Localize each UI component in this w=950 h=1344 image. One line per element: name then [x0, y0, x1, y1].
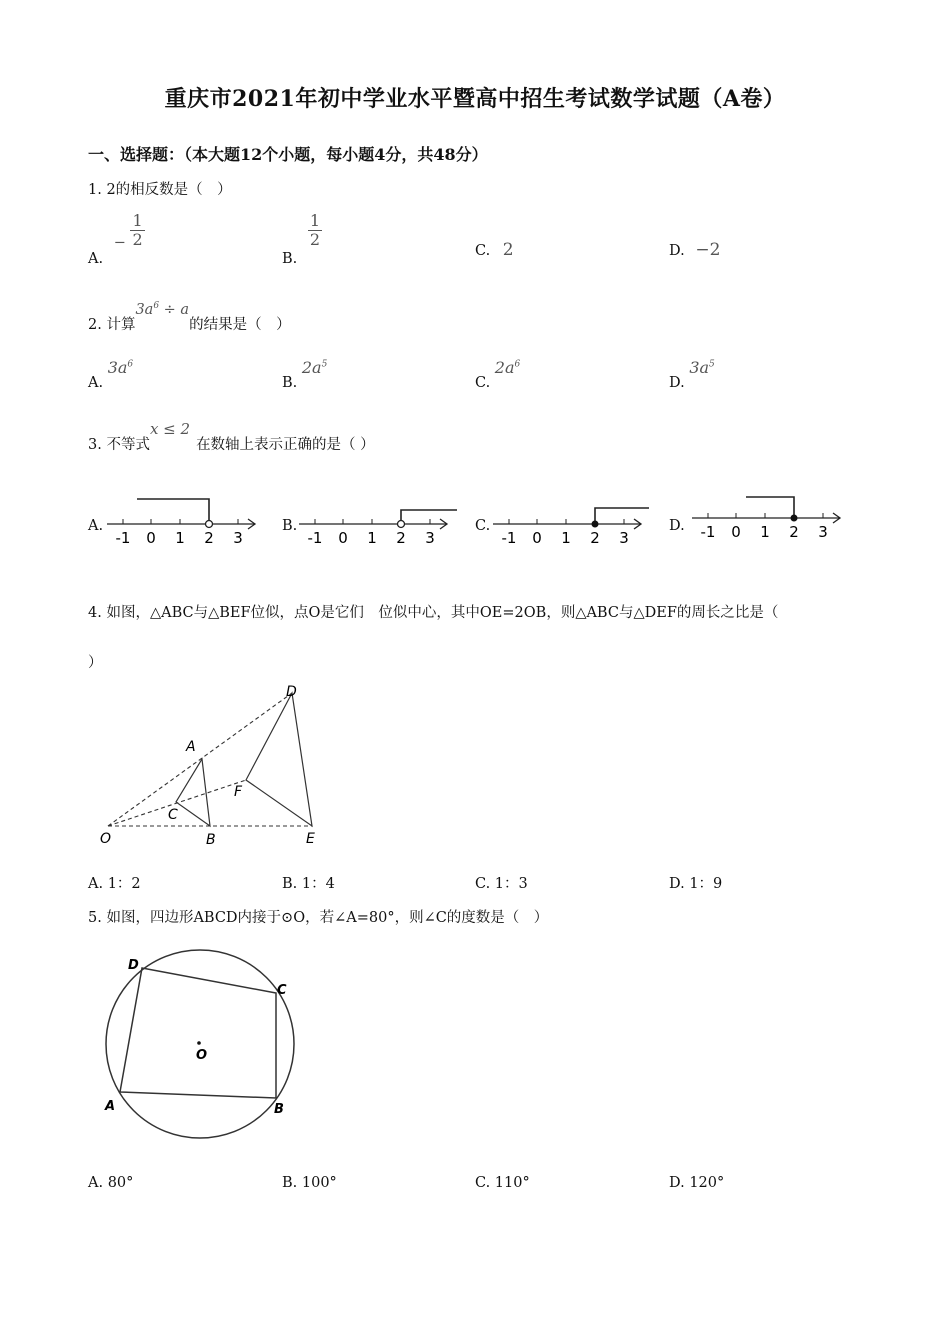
- q2-stem: 2. 计算$3a^6 \div a$的结果是（ ）: [88, 301, 291, 333]
- q5-option-b: B. 100°: [282, 1175, 337, 1191]
- q4-option-d: D. 1：9: [669, 876, 723, 892]
- q3-numberline-c: [491, 493, 656, 551]
- point-d-label: D: [286, 684, 297, 700]
- svg-text:1: 1: [760, 523, 770, 541]
- q3-numberline-d: [690, 487, 850, 545]
- svg-text:0: 0: [532, 529, 542, 547]
- q5-option-a: A. 80°: [88, 1175, 134, 1191]
- svg-text:-1: -1: [700, 523, 716, 541]
- q5-option-d: D. 120°: [669, 1175, 725, 1191]
- q1-option-a: A. − $\frac{1}{2}$: [88, 211, 143, 267]
- point-a-label: A: [186, 739, 196, 755]
- q2-option-c: C. $2a^6$: [475, 358, 521, 391]
- q2-option-d: D. $3a^5$: [669, 358, 715, 391]
- svg-text:3: 3: [619, 529, 629, 547]
- q4-option-a: A. 1：2: [88, 876, 141, 892]
- svg-text:-1: -1: [501, 529, 517, 547]
- circle-center-o-label: O: [196, 1048, 208, 1063]
- q1-option-d: D. −2: [669, 240, 721, 260]
- svg-text:3: 3: [233, 529, 243, 547]
- q3-option-a-label: A.: [88, 518, 104, 534]
- svg-text:2: 2: [789, 523, 799, 541]
- svg-text:2: 2: [396, 529, 406, 547]
- point-e-label: E: [306, 831, 315, 847]
- q3-stem: 3. 不等式x ≤ 2在数轴上表示正确的是（ ）: [88, 420, 375, 453]
- q2-expression: $3a^6 \div a$: [135, 301, 190, 318]
- svg-text:3: 3: [425, 529, 435, 547]
- svg-text:2: 2: [590, 529, 600, 547]
- svg-text:3: 3: [818, 523, 828, 541]
- q3-numberline-a: [105, 493, 265, 551]
- q4-stem: 4. 如图，△ABC与△BEF位似，点O是它们 位似中心，其中OE=2OB，则△ABC与△DEF的周长之比是（: [88, 605, 779, 621]
- q3-numberline-b: [297, 493, 462, 551]
- point-b-label: B: [206, 832, 216, 848]
- svg-text:-1: -1: [307, 529, 323, 547]
- circle-point-c-label: C: [277, 983, 287, 998]
- q5-figure: [96, 948, 306, 1143]
- q4-option-c: C. 1：3: [475, 876, 528, 892]
- q3-option-d-label: D.: [669, 518, 685, 534]
- q2-option-b: B. $2a^5$: [282, 358, 328, 391]
- circle-point-b-label: B: [274, 1102, 284, 1117]
- svg-text:1: 1: [175, 529, 185, 547]
- q5-stem: 5. 如图，四边形ABCD内接于⊙O，若∠A=80°，则∠C的度数是（ ）: [88, 910, 549, 926]
- q3-option-c-label: C.: [475, 518, 491, 534]
- q1-stem: 1. 2的相反数是（ ）: [88, 182, 232, 198]
- circle-point-d-label: D: [128, 958, 139, 973]
- q3-option-b-label: B.: [282, 518, 298, 534]
- q1-option-c: C. 2: [475, 240, 514, 260]
- q1-option-b: B. $\frac{1}{2}$: [282, 211, 321, 267]
- point-f-label: F: [234, 784, 243, 800]
- point-c-label: C: [168, 807, 178, 823]
- circle-point-a-label: A: [105, 1099, 116, 1114]
- q4-stem-cont: ）: [88, 655, 103, 671]
- svg-text:0: 0: [338, 529, 348, 547]
- svg-text:-1: -1: [115, 529, 131, 547]
- q5-option-c: C. 110°: [475, 1175, 530, 1191]
- point-o-label: O: [100, 831, 112, 847]
- q4-figure: [96, 678, 336, 850]
- q3-inequality: x ≤ 2: [149, 420, 191, 438]
- svg-text:1: 1: [367, 529, 377, 547]
- page-title: 重庆市2021年初中学业水平暨高中招生考试数学试题（A卷）: [164, 86, 786, 112]
- svg-text:2: 2: [204, 529, 214, 547]
- q2-option-a: A. $3a^6$: [88, 358, 134, 391]
- q4-option-b: B. 1：4: [282, 876, 335, 892]
- svg-text:1: 1: [561, 529, 571, 547]
- section-heading: 一、选择题：（本大题12个小题，每小题4分，共48分）: [88, 145, 488, 164]
- svg-text:0: 0: [731, 523, 741, 541]
- svg-text:0: 0: [146, 529, 156, 547]
